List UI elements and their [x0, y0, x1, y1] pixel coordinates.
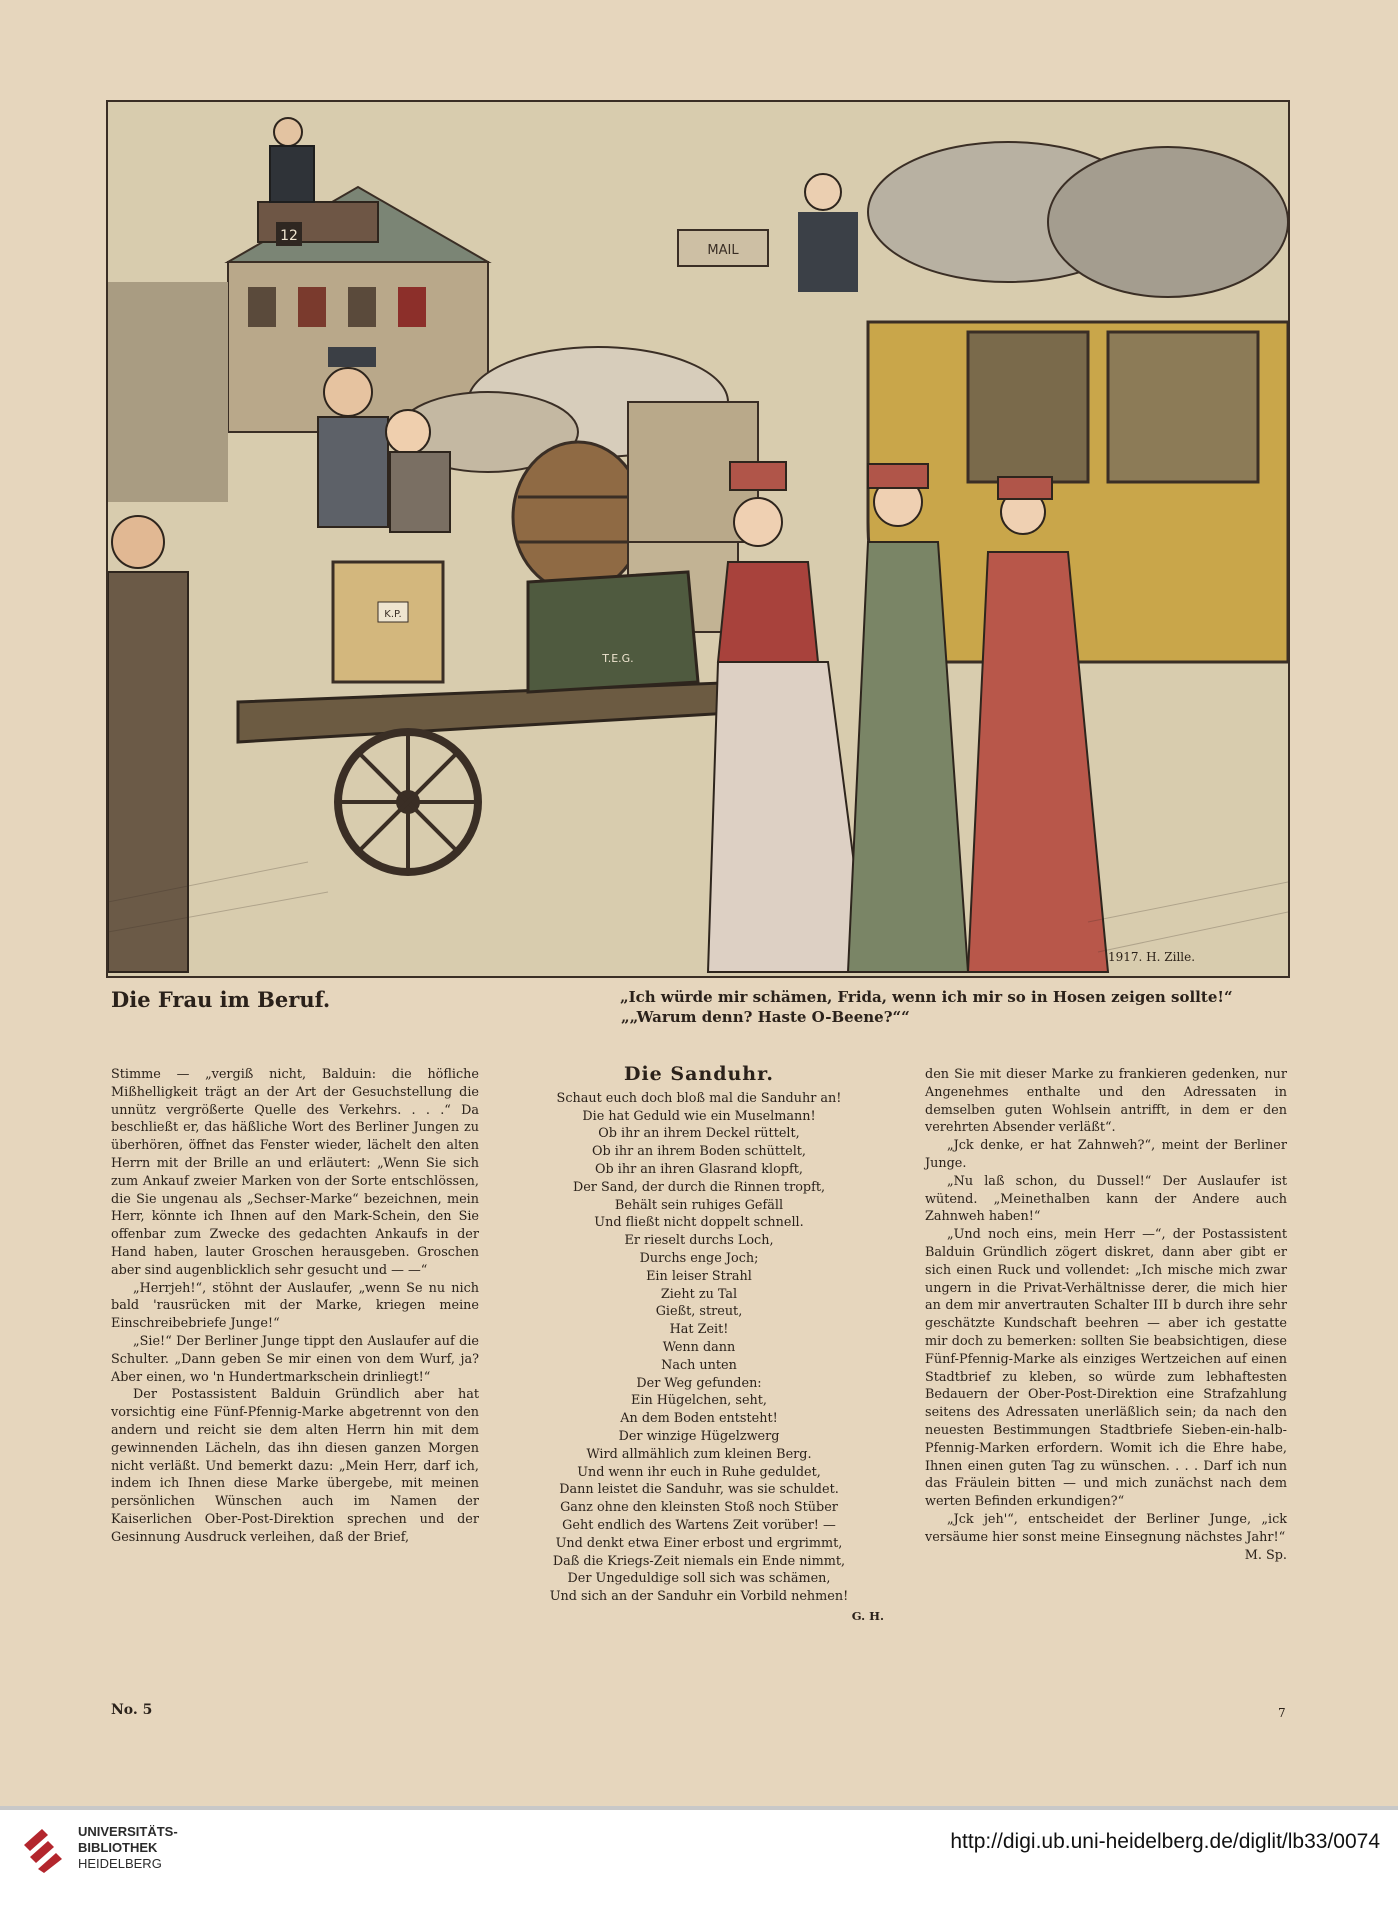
poem-line: Ein leiser Strahl: [646, 1268, 752, 1284]
poem-line: Und sich an der Sanduhr ein Vorbild nehmen!: [549, 1589, 849, 1605]
issue-number: No. 5: [111, 1702, 153, 1718]
poem-line: Nach unten: [661, 1357, 737, 1373]
poem-line: Dann leistet die Sanduhr, was sie schuldet.: [559, 1482, 839, 1498]
poem-column: [514, 1063, 884, 1626]
page-number: 7: [1278, 1706, 1286, 1720]
paragraph: „Nu laß schon, du Dussel!“ Der Auslaufer ist wütend. „Meinethalben kann der Andere auch Zahnweh haben!“: [925, 1173, 1287, 1225]
mail-sack-label: MAIL: [707, 243, 739, 258]
poem-line: Der winzige Hügelzwerg: [618, 1428, 780, 1444]
poem-line: Schaut euch doch bloß mal die Sanduhr an!: [556, 1090, 842, 1106]
paragraph: „Sie!“ Der Berliner Junge tippt den Auslaufer auf die Schulter. „Dann geben Se mir einen von dem Wurf, ja? Aber einen, wo 'n Hundertmarkschein drinliegt!“: [111, 1333, 479, 1385]
poem-line: Daß die Kriegs-Zeit niemals ein Ende nimmt,: [552, 1553, 846, 1569]
poem-title: Die Sanduhr.: [623, 1063, 775, 1085]
paragraph: Der Postassistent Balduin Gründlich aber hat vorsichtig eine Fünf-Pfennig-Marke abgetrennt von den andern und reicht sie dem alten Herrn hin mit dem gewinnenden Lächeln, das ihn diesen ganzen Morgen nicht verläßt. Und bemerkt dazu: „Mein Herr, darf ich, indem ich Ihnen diese Marke übergebe, mit meinen persönlichen Wünschen auch im Namen der Kaiserlichen Ober-Post-Direktion sprechen und der Gesinnung Ausdruck verleihen, daß der Brief,: [111, 1387, 479, 1545]
caption-quote-line-2: „„Warum denn? Haste O-Beene?““: [621, 1008, 910, 1026]
poem-line: An dem Boden entsteht!: [620, 1411, 778, 1427]
poem-lines: [514, 1090, 884, 1606]
paragraph: Stimme — „vergiß nicht, Balduin: die höfliche Mißhelligkeit trägt an der Art der Gesuchstellung die unnütz vergrößerte Quelle des Verkehrs. . . .“ Da beschließt er, das häßliche Wort des Berliner Jungen zu überhören, öffnet das Fenster wieder, lächelt den alten Herrn mit der Brille an und erläutert: „Wenn Sie sich zum Ankauf zweier Marken von der Sorte entschlössen, die Sie ungenau als „Sechser-Marke“ bezeichnen, mein Herr, könnte ich Ihnen auf den Mark-Schein, den Sie offenbar zum Zwecke des gedachten Ankaufs in der Hand haben, lauter Groschen herausgeben. Groschen aber sind augenblicklich sehr gesucht und — —“: [111, 1067, 479, 1278]
paragraph: „Herrjeh!“, stöhnt der Auslaufer, „wenn Se nu nich bald 'rausrücken mit der Marke, kriegen meine Einschreibebriefe Junge!“: [111, 1280, 479, 1332]
poem-line: Durchs enge Joch;: [639, 1250, 759, 1266]
poem-line: Und fließt nicht doppelt schnell.: [594, 1215, 804, 1231]
poem-line: Ganz ohne den kleinsten Stoß noch Stüber: [560, 1500, 838, 1516]
paragraph: „Und noch eins, mein Herr —“, der Postassistent Balduin Gründlich zögert diskret, dann aber gibt er sich einen Ruck und vollendet: „Ich mische mich zwar ungern in die Privat-Verhältnisse derer, die mich hier an dem mir anvertrauten Schalter III b durch ihre sehr geschätzte Kundschaft beehren — aber ich gestatte mir doch zu bemerken: sollten Sie beabsichtigen, diese Fünf-Pfennig-Marke als einziges Wertzeichen auf einen Stadtbrief zu kleben, so würde zum lebhaftesten Bedauern der Ober-Post-Direktion eine Strafzahlung seitens des Adressaten unerläßlich sein; da nach den neuesten Bestimmungen Stadtbriefe Sieben-ein-halb-Pfennig-Marken erfordern. Womit ich die Ehre habe, Ihnen einen guten Tag zu wünschen. . . . Darf ich nun das Fräulein bitten — und mich zunächst nach dem werten Befinden erkundigen?“: [925, 1227, 1287, 1510]
paragraph: den Sie mit dieser Marke zu frankieren gedenken, nur Angenehmes enthalte und den Adressaten in demselben guten Wohlsein antrifft, in dem er den verehrten Absender verläßt“.: [925, 1067, 1287, 1136]
street-scene-drawing: [108, 102, 1288, 976]
poem-line: Wenn dann: [662, 1339, 736, 1355]
text-column-right: [925, 1066, 1287, 1564]
library-name[interactable]: [78, 1824, 178, 1872]
library-name-line: UNIVERSITÄTS-: [78, 1824, 178, 1839]
caption-quote: [620, 987, 1233, 1027]
footer-divider: [0, 1806, 1398, 1810]
paragraph: „Jck jeh'“, entscheidet der Berliner Junge, „ick versäume hier sonst meine Einsegnung nächstes Jahr!“: [925, 1511, 1287, 1545]
poem-line: Zieht zu Tal: [660, 1286, 738, 1302]
university-library-logo-icon[interactable]: [20, 1825, 68, 1873]
poem-line: Hat Zeit!: [669, 1322, 729, 1338]
poem-line: Gießt, streut,: [655, 1304, 743, 1320]
poem-line: Behält sein ruhiges Gefäll: [614, 1197, 784, 1213]
text-column-left: [111, 1066, 479, 1547]
bus-number: 12: [280, 228, 298, 244]
poem-author: G. H.: [851, 1608, 884, 1623]
footer-bar: [0, 1806, 1398, 1908]
poem-line: Die hat Geduld wie ein Muselmann!: [582, 1108, 816, 1124]
artist-signature: 1917. H. Zille.: [1108, 950, 1196, 964]
poem-line: Er rieselt durchs Loch,: [624, 1233, 774, 1249]
article-author: M. Sp.: [1244, 1547, 1287, 1563]
poem-line: Ein Hügelchen, seht,: [631, 1393, 767, 1409]
poem-line: Geht endlich des Wartens Zeit vorüber! —: [562, 1517, 836, 1533]
poem-line: Der Sand, der durch die Rinnen tropft,: [572, 1179, 826, 1195]
trunk-label: T.E.G.: [602, 652, 634, 665]
poem-line: Ob ihr an ihrem Deckel rüttelt,: [598, 1126, 800, 1142]
poem-line: Wird allmählich zum kleinen Berg.: [586, 1446, 812, 1462]
caption-quote-line-1: „Ich würde mir schämen, Frida, wenn ich mir so in Hosen zeigen sollte!“: [620, 988, 1233, 1006]
library-name-line: HEIDELBERG: [78, 1856, 162, 1871]
permalink-url[interactable]: http://digi.ub.uni-heidelberg.de/diglit/lb33/0074: [950, 1830, 1380, 1853]
illustration: [106, 100, 1290, 978]
poem-line: Und denkt etwa Einer erbost und ergrimmt,: [555, 1535, 843, 1551]
crate-label: K.P.: [384, 609, 402, 620]
caption-title: Die Frau im Beruf.: [111, 987, 331, 1012]
poem-line: Und wenn ihr euch in Ruhe geduldet,: [577, 1464, 821, 1480]
poem-line: Der Ungeduldige soll sich was schämen,: [567, 1571, 831, 1587]
poem-line: Der Weg gefunden:: [636, 1375, 762, 1391]
library-name-line: BIBLIOTHEK: [78, 1840, 158, 1855]
poem-line: Ob ihr an ihren Glasrand klopft,: [595, 1161, 803, 1177]
paragraph: „Jck denke, er hat Zahnweh?“, meint der Berliner Junge.: [925, 1138, 1287, 1171]
poem-line: Ob ihr an ihrem Boden schüttelt,: [592, 1144, 806, 1160]
